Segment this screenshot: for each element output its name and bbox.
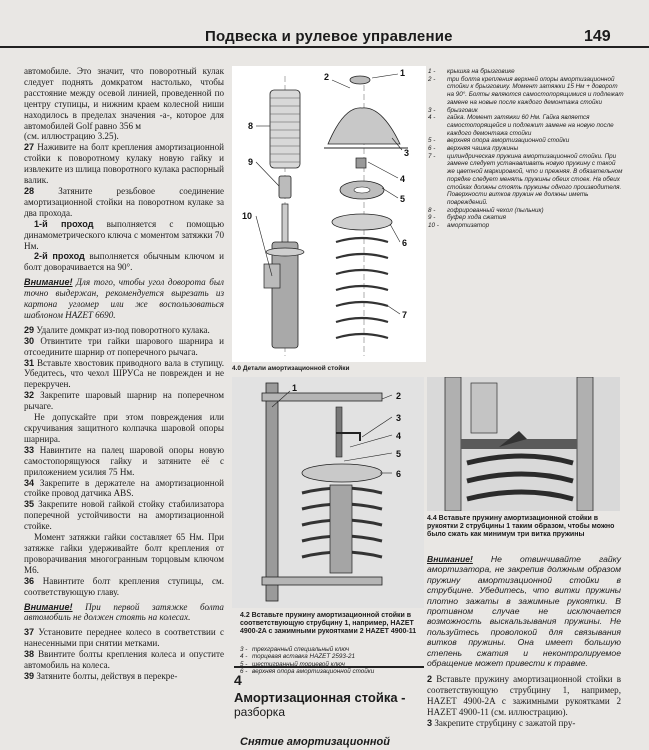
callout: 5 (396, 449, 402, 459)
figure-caption: 4.0 Детали амортизационной стойки (232, 365, 350, 372)
step-36: 36 Навинтите болт крепления ступицы, см. соответствующую главу. (24, 575, 225, 597)
legend-item: 4 - гайка. Момент затяжки 60 Нм. Гайка является самостопорящейся и подлежит замене на новую после каждого демонтажа стойки (428, 114, 614, 137)
step-39: 39 Затяните болты, действуя в перекре- (24, 670, 178, 681)
legend-item: 5 - шестигранный торцевой ключ (240, 660, 345, 668)
figure-spring-clamp (427, 377, 620, 511)
legend-item: 7 - цилиндрическая пружина амортизационной стойки. При замене следует устанавливать новую пружину с такой же цветной маркировкой, что и прежняя. В обязательном порядке следует менять пружины обеих стоек. На обеих стойках должны стоять пружины одного производителя. Поверхности витков пружин не должны иметь повреждений. (428, 152, 623, 206)
step-35: 35 Закрепите новой гайкой стойку стабилизатора поперечной устойчивости на амортизационной стойке. (24, 499, 224, 532)
warning-note: Внимание! Не отвинчивайте гайку амортизатора, не закрепив должным образом пружину амортизационной стойки в струбцине. Убедитесь, что витки пружины плотно зажаты в зажимные рукоятки. В противном случае не исключается возможность выскальзывания пружины. Не пользуйтесь проволокой для связывания витков пружины. Она имеет большую степень сжатия и неконтролируемое обращение может привести к травме. (427, 554, 621, 669)
step-34: 34 Закрепите в держателе на амортизационной стойке провод датчика ABS. (24, 477, 224, 499)
right-text-column (427, 554, 621, 729)
legend-item: 3 - брызговик (428, 106, 478, 114)
step-32: 32 Закрепите шаровый шарнир на поперечном рычаге. (24, 390, 224, 412)
step-30: 30 Отвинтите три гайки шарового шарнира и отсоедините шарнир от поперечного рычага. (24, 335, 224, 357)
section-heading (234, 666, 424, 719)
legend-item: 2 - три болта крепления верхней опоры амортизационной стойки к брызговику. Момент затяжки 15 Нм + доворот на 90°. Болты являются самостопорящимися и подлежат замене на новые после каждого демонтажа стойки (428, 75, 624, 106)
callout: 1 (400, 68, 406, 78)
legend-item: 6 - верхняя чашка пружины (428, 145, 519, 153)
callout: 2 (396, 391, 402, 401)
spring-clamp-photo (427, 377, 620, 511)
step-2: 2 Вставьте пружину амортизационной стойки в соответствующую струбцину 1, например, HAZET 4900-2A с зажимными рукоятками 2 HAZET 4900-11 (см. иллюстрацию). (427, 674, 621, 718)
callout: 6 (396, 469, 402, 479)
callout: 1 (292, 383, 298, 393)
paragraph: Момент затяжки гайки составляет 65 Нм. При затяжке гайки удерживайте болт крепления от проворачивания многогранным торцовым ключом М6. (24, 532, 224, 575)
figure-legend (428, 68, 624, 230)
section-title: Амортизационная стойка - (234, 690, 406, 705)
legend-item: 6 - верхняя опора амортизационной стойки (240, 668, 375, 676)
page-number: 149 (584, 28, 611, 45)
callout: 9 (248, 157, 254, 167)
callout: 4 (396, 431, 402, 441)
warning-note: Внимание! При первой затяжке болта автомобиль не должен стоять на колесах. (24, 601, 224, 623)
spring-compressor-illustration (232, 377, 424, 608)
section-number: 4 (234, 672, 242, 688)
callout: 3 (404, 148, 410, 158)
figure-caption: 4.4 Вставьте пружину амортизационной стойки в рукоятки 2 струбцины 1 таким образом, чтобы можно было сжать как минимум три витка пружины (427, 515, 615, 539)
strut-exploded-illustration (232, 66, 426, 362)
callout: 6 (402, 238, 408, 248)
left-text-column (24, 66, 224, 682)
section-subtitle: разборка (234, 705, 285, 719)
legend-item: 9 - буфер хода сжатия (428, 214, 506, 222)
callout: 5 (400, 194, 406, 204)
legend-item: 5 - верхняя опора амортизационной стойки (428, 137, 570, 145)
step-31: 31 Вставьте хвостовик приводного вала в ступицу. Убедитесь, что чехол ШРУСа не поврежден и не перекручен. (24, 357, 224, 390)
page-title: Подвеска и рулевое управление (205, 28, 453, 45)
step-38: 38 Ввинтите болты крепления колеса и опустите автомобиль на колеса. (24, 649, 224, 671)
legend-item: 8 - гофрированный чехол (пыльник) (428, 206, 544, 214)
figure-spring-compressor (232, 377, 424, 608)
callout: 8 (248, 121, 254, 131)
callout: 4 (400, 174, 406, 184)
step-27: 27 Наживите на болт крепления амортизационной стойки к поворотному кулаку новую гайку и извлеките из шлица поворотного кулака распорный валик. (24, 142, 224, 186)
step-3: 3 Закрепите струбцину с зажатой пру- (427, 718, 576, 729)
subheading: Снятие амортизационной (240, 736, 390, 748)
callout: 10 (242, 211, 253, 221)
legend-item: 10 - амортизатор (428, 222, 490, 230)
pass-2: 2-й проход выполняется обычным ключом и болт доворачивается на 90°. (24, 251, 224, 273)
figure-caption: 4.2 Вставьте пружину амортизационной стойки в соответствующую струбцину 1, например, HAZET 4900-2A с зажимными рукоятками 2 HAZET 4900-11 (240, 612, 417, 636)
legend-item: 1 - крышка на брызговике (428, 68, 515, 75)
paragraph: Не допускайте при этом повреждения или скручивания защитного колпачка шаровой опоры шарнира. (24, 412, 224, 444)
figure-strut-parts (232, 66, 426, 362)
paragraph: автомобиле. Это значит, что поворотный кулак следует поднять домкратом настолько, чтобы расстояние между осевой линией, проведенной по центру ступицы, и нижним краем колесной ниши находилось в пределах значения -а-, которое для автомобилей Golf равно 356 м (см. иллюстрацию 3.25). (24, 66, 224, 142)
legend-item: 3 - трехгранный специальный ключ (240, 646, 350, 653)
step-29: 29 Удалите домкрат из-под поворотного кулака. (24, 324, 210, 335)
callout: 7 (402, 310, 408, 320)
callout: 3 (396, 413, 402, 423)
page-header (0, 0, 649, 48)
callout: 2 (324, 72, 330, 82)
step-28: 28 Затяните резьбовое соединение амортизационной стойки на поворотном кулаке за два прохода. (24, 185, 224, 218)
warning-note: Внимание! Для того, чтобы угол доворота был точно выдержан, рекомендуется вырезать из картона угломер или же воспользоваться шаблоном HAZET 6690. (24, 277, 224, 320)
step-37: 37 Установите переднее колесо в соответствии с нанесенными при снятии метками. (24, 627, 224, 649)
step-33: 33 Навинтите на палец шаровой опоры новую самостопорящуюся гайку и затяните её с приложением усилия 75 Нм. (24, 444, 224, 477)
legend-item: 4 - торцевая вставка HAZET 2593-21 (240, 653, 356, 661)
pass-1: 1-й проход выполняется с помощью динамометрического ключа с моментом затяжки 70 Нм. (24, 218, 224, 251)
